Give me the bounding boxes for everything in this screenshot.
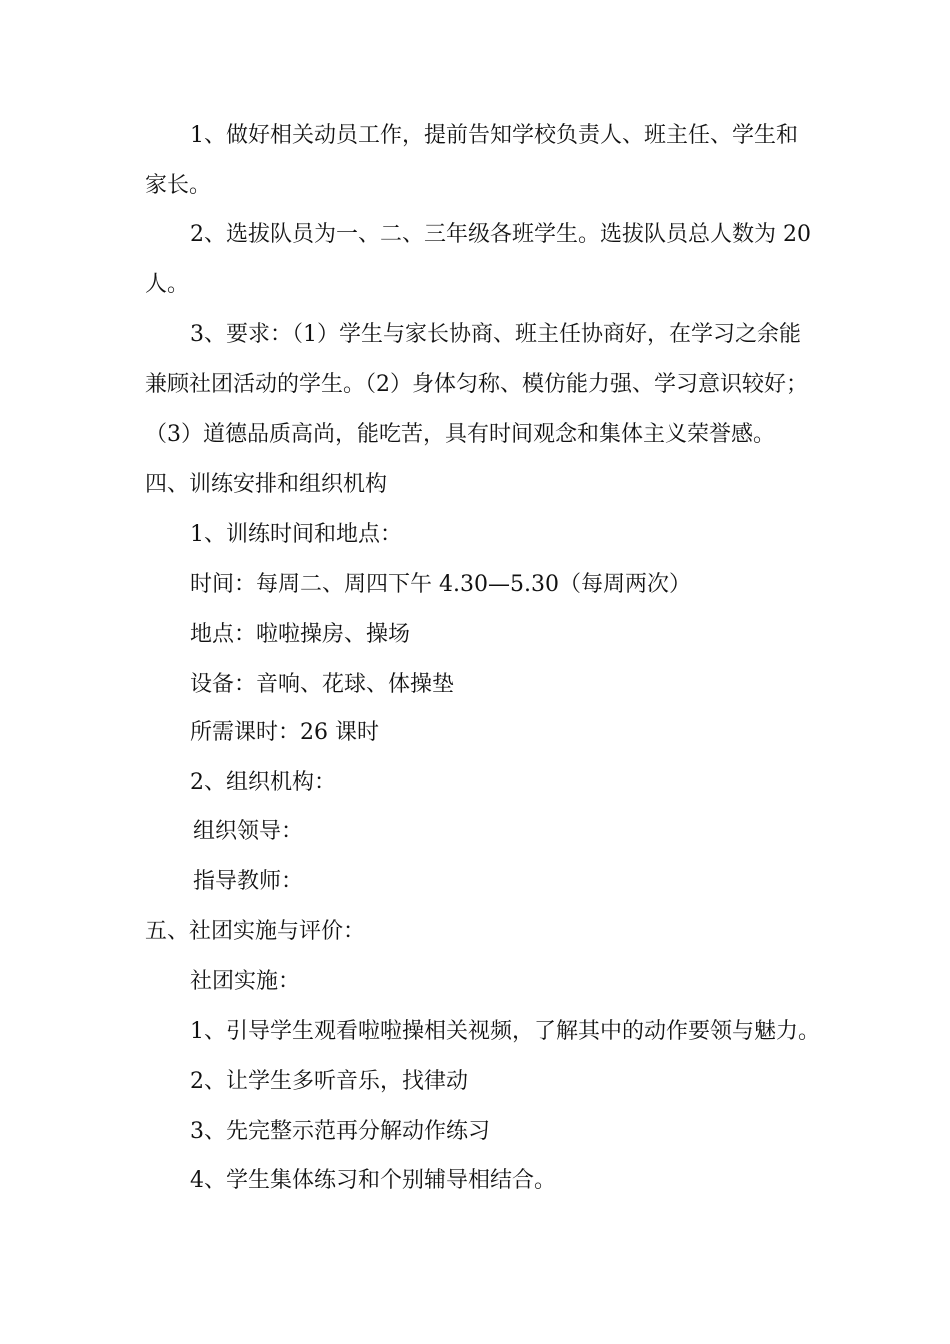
paragraph-line: （3）道德品质高尚，能吃苦，具有时间观念和集体主义荣誉感。 (145, 422, 775, 447)
paragraph-line: 兼顾社团活动的学生。（2）身体匀称、模仿能力强、学习意识较好； (145, 372, 808, 397)
paragraph-line: 4、学生集体练习和个别辅导相结合。 (190, 1168, 556, 1193)
paragraph-line: 所需课时：26 课时 (190, 720, 379, 745)
paragraph-line: 2、组织机构： (190, 770, 336, 795)
paragraph-line: 2、选拔队员为一、二、三年级各班学生。选拔队员总人数为 20 (190, 222, 811, 247)
section-heading: 五、社团实施与评价： (145, 919, 366, 944)
paragraph-line: 1、做好相关动员工作，提前告知学校负责人、班主任、学生和 (190, 123, 798, 148)
paragraph-line: 时间：每周二、周四下午 4.30—5.30（每周两次） (190, 572, 691, 597)
paragraph-line: 3、先完整示范再分解动作练习 (190, 1119, 490, 1144)
paragraph-line: 指导教师： (193, 869, 304, 894)
paragraph-line: 设备：音响、花球、体操垫 (190, 672, 455, 697)
paragraph-line: 2、让学生多听音乐，找律动 (190, 1069, 468, 1094)
paragraph-line: 1、引导学生观看啦啦操相关视频，了解其中的动作要领与魅力。 (190, 1019, 820, 1044)
paragraph-line: 社团实施： (190, 969, 301, 994)
section-heading: 四、训练安排和组织机构 (145, 472, 388, 497)
paragraph-line: 1、训练时间和地点： (190, 522, 402, 547)
paragraph-line: 组织领导： (193, 819, 304, 844)
paragraph-line: 地点：啦啦操房、操场 (190, 622, 411, 647)
paragraph-line: 家长。 (145, 173, 212, 198)
paragraph-line: 3、要求：（1）学生与家长协商、班主任协商好，在学习之余能 (190, 322, 801, 347)
paragraph-line: 人。 (145, 272, 190, 297)
